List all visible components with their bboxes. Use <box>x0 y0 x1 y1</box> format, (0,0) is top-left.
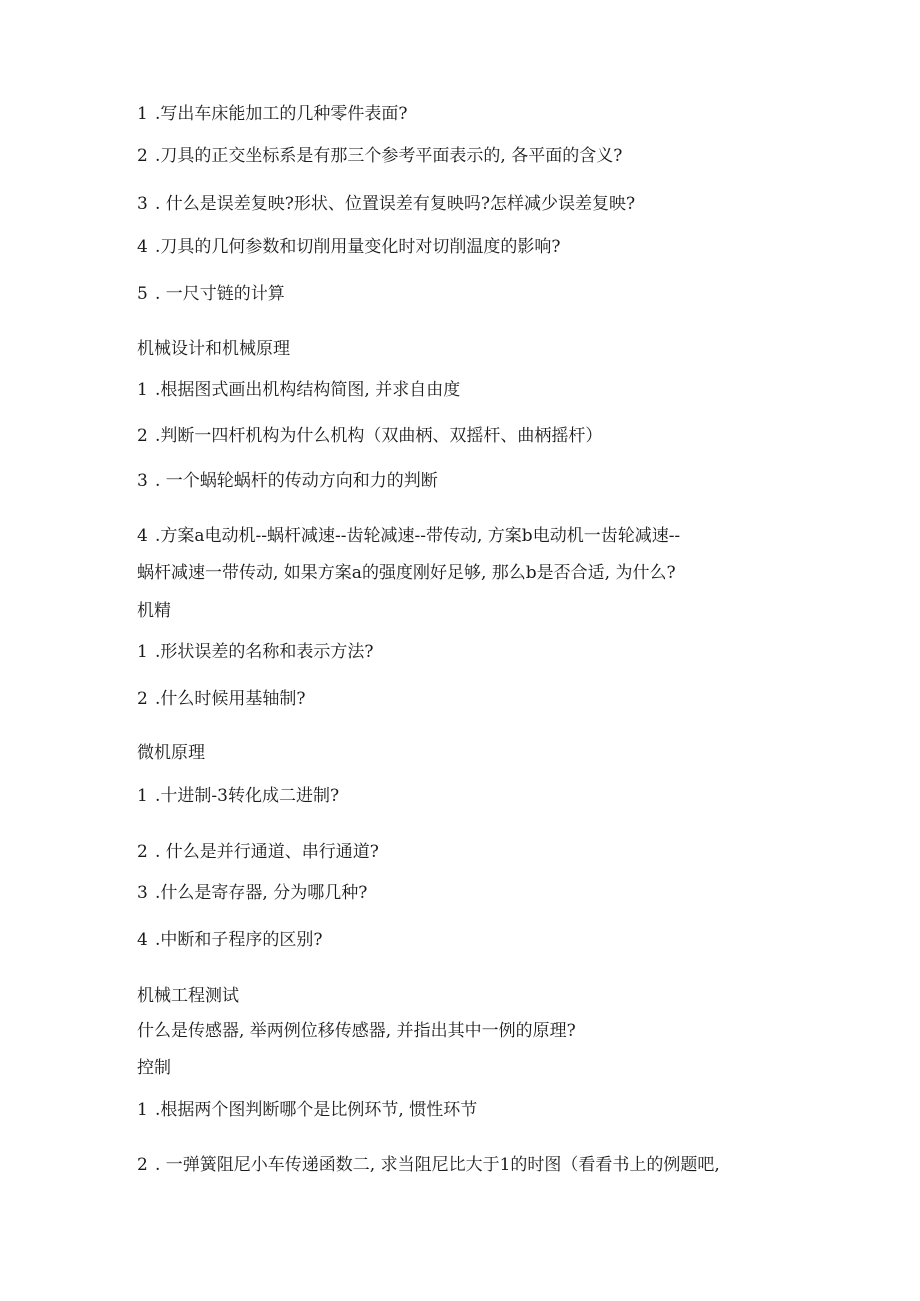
list-item <box>137 841 379 863</box>
item-number: 4 <box>137 526 148 546</box>
item-number: 1 <box>137 380 148 400</box>
list-item <box>137 236 561 258</box>
list-item-continuation: 蜗杆减速一带传动, 如果方案a的强度刚好足够, 那么b是否合适, 为什么? <box>137 563 676 583</box>
item-number: 4 <box>137 930 148 950</box>
item-text: .刀具的几何参数和切削用量变化时对切削温度的影响? <box>155 237 561 257</box>
item-number: 3 <box>137 194 148 214</box>
list-item <box>137 688 306 710</box>
item-text: .什么时候用基轴制? <box>155 689 306 709</box>
item-text: .根据两个图判断哪个是比例环节, 惯性环节 <box>155 1100 478 1120</box>
list-item <box>137 145 622 167</box>
item-text: .判断一四杆机构为什么机构（双曲柄、双摇杆、曲柄摇杆） <box>155 426 603 446</box>
list-item <box>137 882 367 904</box>
item-number: 2 <box>137 689 148 709</box>
item-number: 4 <box>137 237 148 257</box>
item-number: 2 <box>137 842 148 862</box>
item-number: 5 <box>137 284 148 304</box>
item-number: 3 <box>137 471 148 491</box>
item-text: .写出车床能加工的几种零件表面? <box>155 104 408 124</box>
list-item <box>137 785 339 807</box>
list-item <box>137 425 602 447</box>
section-heading: 机械工程测试 <box>137 986 239 1006</box>
section-heading: 机精 <box>137 601 171 621</box>
list-item <box>137 929 323 951</box>
item-text: .根据图式画出机构结构简图, 并求自由度 <box>155 380 461 400</box>
list-item <box>137 525 680 547</box>
item-text: . 一弹簧阻尼小车传递函数二, 求当阻尼比大于1的时图（看看书上的例题吧, <box>155 1155 720 1175</box>
item-number: 2 <box>137 146 148 166</box>
section-heading: 机械设计和机械原理 <box>137 339 290 359</box>
item-text: . 什么是误差复映?形状、位置误差有复映吗?怎样减少误差复映? <box>155 194 636 214</box>
item-text: .十进制-3转化成二进制? <box>155 786 340 806</box>
item-text: .刀具的正交坐标系是有那三个参考平面表示的, 各平面的含义? <box>155 146 623 166</box>
item-number: 3 <box>137 883 148 903</box>
list-item <box>137 1099 477 1121</box>
section-heading: 微机原理 <box>137 743 205 763</box>
list-item <box>137 379 460 401</box>
list-item <box>137 283 285 305</box>
paragraph: 什么是传感器, 举两例位移传感器, 并指出其中一例的原理? <box>137 1021 576 1041</box>
item-text: .方案a电动机--蜗杆减速--齿轮减速--带传动, 方案b电动机一齿轮减速-- <box>155 526 681 546</box>
item-text: . 一个蜗轮蜗杆的传动方向和力的判断 <box>155 471 438 491</box>
list-item <box>137 470 438 492</box>
section-heading: 控制 <box>137 1058 171 1078</box>
list-item <box>137 1154 720 1176</box>
list-item <box>137 641 374 663</box>
item-text: .形状误差的名称和表示方法? <box>155 642 374 662</box>
item-number: 1 <box>137 642 148 662</box>
item-text: .中断和子程序的区别? <box>155 930 323 950</box>
item-text: . 什么是并行通道、串行通道? <box>155 842 379 862</box>
item-text: . 一尺寸链的计算 <box>155 284 285 304</box>
item-number: 2 <box>137 426 148 446</box>
list-item <box>137 103 408 125</box>
list-item <box>137 193 635 215</box>
item-number: 1 <box>137 1100 148 1120</box>
item-number: 2 <box>137 1155 148 1175</box>
item-number: 1 <box>137 786 148 806</box>
item-number: 1 <box>137 104 148 124</box>
item-text: .什么是寄存器, 分为哪几种? <box>155 883 368 903</box>
